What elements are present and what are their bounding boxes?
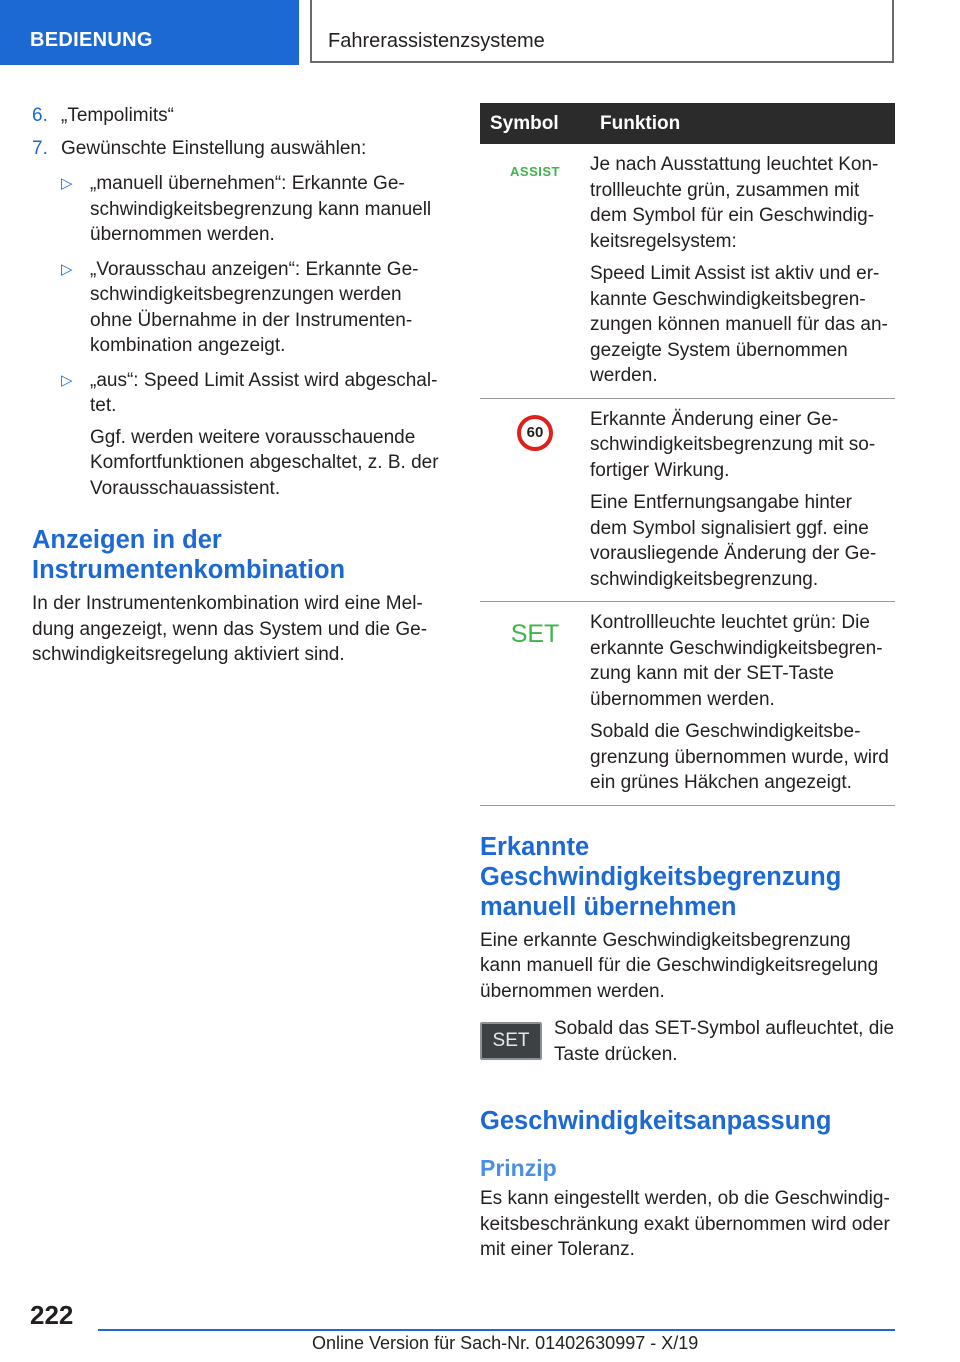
section-tab [0,0,299,65]
set-indicator-icon: SET [510,620,560,648]
footer-divider [98,1329,895,1331]
principle-text: Es kann eingestellt werden, ob die Geschwindigkeitsbeschränkung exakt übernommen wird oder mit einer Toleranz. [480,1188,890,1260]
option-text: „Vorausschau anzeigen“: Erkannte Geschwindigkeitsbegrenzungen werden ohne Übernahme in der Instrumentenkombination angezeigt. [90,258,419,356]
function-text: Sobald die Geschwindigkeitsbegrenzung übernommen wurde, wird ein grünes Häkchen angezeigt. [590,721,889,793]
set-instruction-row [480,1016,895,1080]
option-off [32,368,444,502]
step-7 [32,136,444,162]
symbol-cell [480,602,590,806]
symbol-cell [480,144,590,398]
table-row [480,144,895,398]
chapter-tab [310,0,894,63]
table-row [480,398,895,602]
step-number: 7. [32,137,48,159]
step-6 [32,103,444,129]
section-title: BEDIENUNG [30,29,153,51]
symbol-cell [480,398,590,602]
column-header-symbol: Symbol [480,103,590,144]
option-preview [32,257,444,359]
triangle-bullet-icon: ▷ [61,175,73,192]
column-header-function: Funktion [590,103,895,144]
function-cell [590,398,895,602]
symbol-table [480,103,895,806]
option-text: „aus“: Speed Limit Assist wird abgeschaltet. [90,369,438,416]
display-text: In der Instrumentenkombination wird eine Meldung angezeigt, wenn das System und die Geschwindigkeitsregelung aktiviert sind. [32,593,428,665]
function-cell [590,602,895,806]
footer-version: Online Version für Sach-Nr. 01402630997 - X/19 [312,1333,699,1353]
option-note: Ggf. werden weitere vorausschauende Komfortfunktionen abgeschaltet, z. B. der Vorausschauassistent. [90,426,439,499]
function-text: Speed Limit Assist ist aktiv und erkannte Geschwindigkeitsbegrenzungen können manuell für das angezeigte System übernommen werden. [590,263,888,386]
function-text: Erkannte Änderung einer Geschwindigkeitsbegrenzung mit sofortiger Wirkung. [590,408,876,481]
set-instruction-text: Sobald das SET-Symbol aufleuchtet, die Taste drücken. [554,1018,895,1065]
adjust-heading: Geschwindigkeitsanpassung [480,1107,832,1135]
option-manual [32,171,444,248]
function-text: Je nach Ausstattung leuchtet Kontrollleuchte grün, zusammen mit dem Symbol für ein Geschwindigkeitsregelsystem: [590,154,879,252]
triangle-bullet-icon: ▷ [61,260,73,278]
function-text: Kontrollleuchte leuchtet grün: Die erkannte Geschwindigkeitsbegrenzung kann mit der SET-Taste übernommen werden. [590,612,883,710]
triangle-bullet-icon: ▷ [61,371,73,389]
option-text: „manuell übernehmen“: Erkannte Geschwindigkeitsbegrenzung kann manuell übernommen werden. [90,173,432,245]
manual-text: Eine erkannte Geschwindigkeitsbegrenzung kann manuell für die Geschwindigkeitsregelung übernommen werden. [480,929,879,1002]
chapter-title: Fahrerassistenzsysteme [328,30,545,52]
table-row [480,602,895,806]
left-column [32,103,444,668]
set-button-icon: SET [480,1022,542,1060]
display-heading: Anzeigen in der Instrumentenkombination [32,526,346,584]
function-text: Eine Entfernungsangabe hinter dem Symbol signalisiert ggf. eine vorausliegende Änderung der Geschwindigkeitsbegrenzung. [590,492,877,590]
assist-indicator-icon: ASSIST [510,164,560,179]
manual-heading: Erkannte Geschwindigkeitsbegrenzung manuell übernehmen [480,832,842,921]
function-cell [590,144,895,398]
table-header-row [480,103,895,144]
page-number: 222 [30,1300,74,1330]
speed-limit-60-sign-icon: 60 [517,415,553,451]
step-number: 6. [32,105,48,126]
right-column [480,103,895,1263]
step-text: Gewünschte Einstellung auswählen: [61,137,367,159]
step-text: „Tempolimits“ [61,105,174,126]
principle-heading: Prinzip [480,1155,557,1181]
